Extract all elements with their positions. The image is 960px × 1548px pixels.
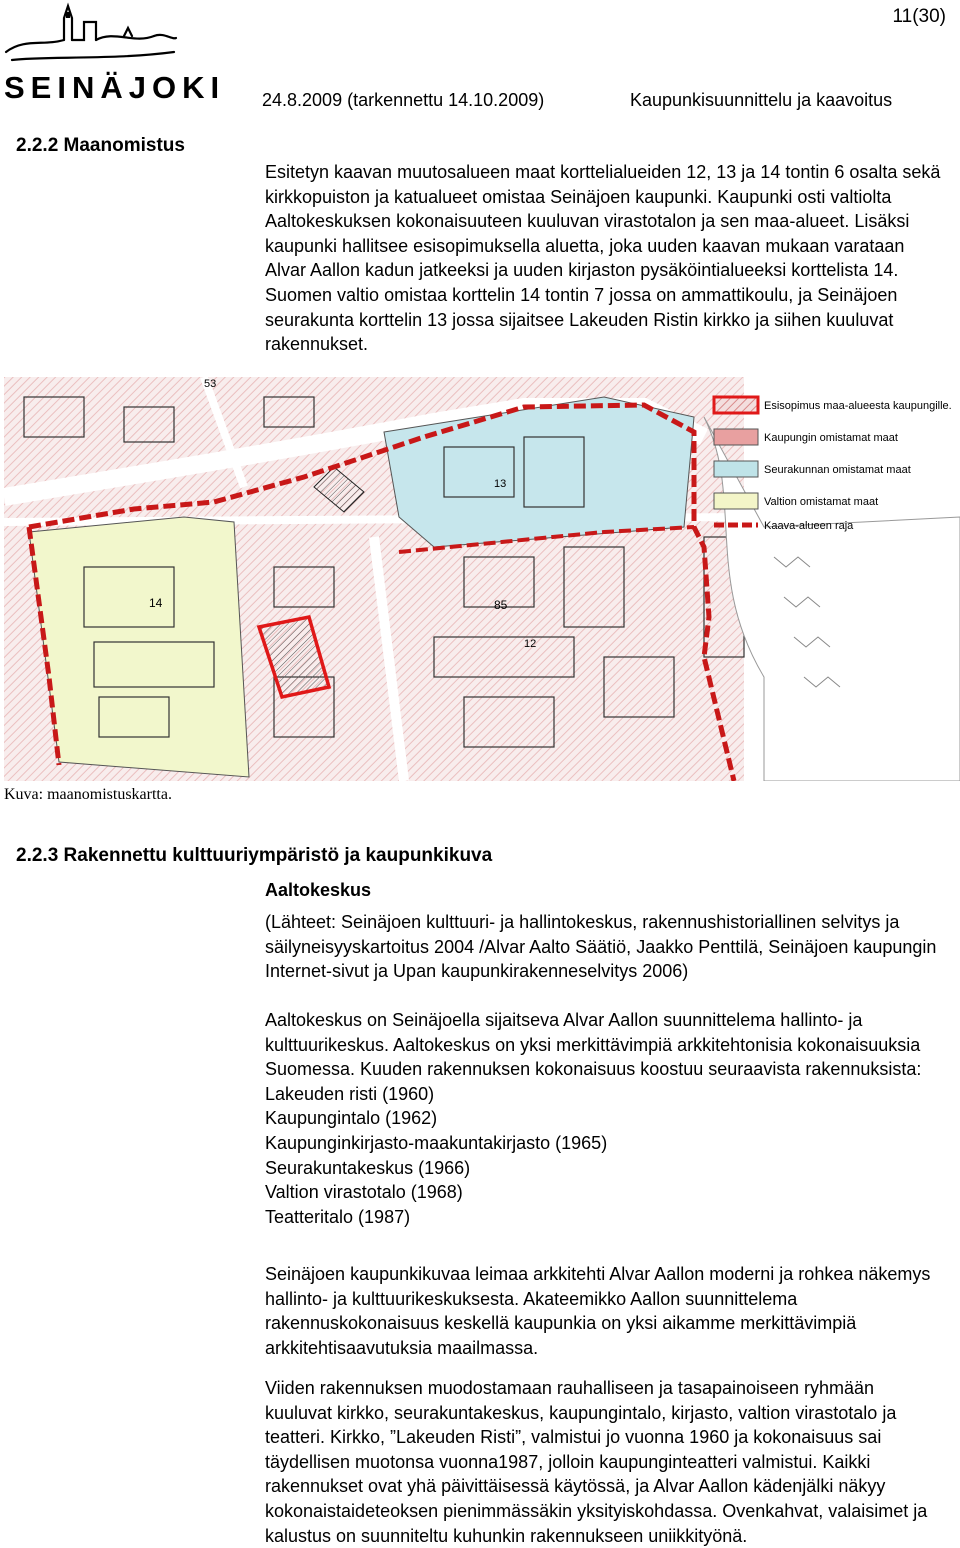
block-label-13: 13 xyxy=(494,478,507,490)
aaltokeskus-intro xyxy=(265,1008,941,1229)
buildings-text: Viiden rakennuksen muodostamaan rauhalliseen ja tasapainoiseen ryhmään kuuluvat kirkko, seurakuntakeskus, kaupungintalo, kirjasto, valtion virastotalo ja teatteri. Kirkko, ”Lakeuden Risti”, valmistui jo vuonna 1960 ja kokonaisuus sai täydellisen muotonsa vuonna1987, jolloin kaupunginteatteri valmistui. Kaikki rakennukset ovat yhä päivittäisessä käytössä, ja Alvar Aallon kädenjälki näkyy kokonaistaideteoksen pienimmässäkin yksityiskohdassa. Ovenkahvat, valaisimet ja kalustus on suunniteltu kuhunkin rakennukseen uniikkityönä. xyxy=(265,1378,928,1546)
section-heading-maanomistus: 2.2.2 Maanomistus xyxy=(16,135,185,156)
building-list xyxy=(265,1082,941,1230)
block-label-12: 12 xyxy=(524,638,537,650)
land-ownership-map xyxy=(4,377,960,781)
legend-label-preagreement: Esisopimus maa-alueesta kaupungille. xyxy=(764,400,952,412)
city-skyline-logo-icon xyxy=(4,0,179,72)
legend-label-parish: Seurakunnan omistamat maat xyxy=(764,464,911,476)
buildings-paragraph xyxy=(265,1376,941,1548)
maanomistus-text: Esitetyn kaavan muutosalueen maat korttelialueiden 12, 13 ja 14 tontin 6 osalta sekä kirkkopuiston ja katualueet omistaa Seinäjoen kaupunki. Kaupunki osti valtiolta Aaltokeskuksen kokonaisuuteen kuuluvan virastotalon ja sen maa-alueet. Lisäksi kaupunki hallitsee esisopimuksella aluetta, joka uuden kaavan mukaan varataan Alvar Aallon kadun jatkeeksi ja uuden kirjaston pysäköintialueeksi korttelista 14. Suomen valtio omistaa korttelin 14 tontin 7 jossa on ammattikoulu, ja Seinäjoen seurakunta korttelin 13 jossa sijaitsee Lakeuden Ristin kirkko ja siihen kuuluvat rakennukset. xyxy=(265,162,941,355)
legend-label-boundary: Kaava-alueen raja xyxy=(764,520,854,532)
sources-paragraph xyxy=(265,910,941,984)
legend-label-city: Kaupungin omistamat maat xyxy=(764,432,898,444)
cityscape-text: Seinäjoen kaupunkikuvaa leimaa arkkitehti Alvar Aallon moderni ja rohkea näkemys hallinto- ja kulttuurikeskuksesta. Akateemikko Aallon suunnittelema rakennuskokonaisuus keskellä kaupunkia on yksi aikamme merkittävimpiä arkkitehtisaavutuksia maailmassa. xyxy=(265,1264,931,1358)
list-item: Kaupunginkirjasto-maakuntakirjasto (1965) xyxy=(265,1132,608,1153)
page-number: 11(30) xyxy=(892,6,946,27)
subheading-aaltokeskus: Aaltokeskus xyxy=(265,880,372,900)
cityscape-paragraph xyxy=(265,1262,941,1360)
section-heading-kulttuuriymparisto: 2.2.3 Rakennettu kulttuuriympäristö ja kaupunkikuva xyxy=(16,845,493,866)
logo-wordmark: SEINÄJOKI xyxy=(4,70,226,105)
list-item: Teatteritalo (1987) xyxy=(265,1206,411,1227)
map-caption: Kuva: maanomistuskartta. xyxy=(4,786,172,803)
document-date: 24.8.2009 (tarkennettu 14.10.2009) xyxy=(262,90,545,110)
block-label-85: 85 xyxy=(494,598,508,612)
list-item: Kaupungintalo (1962) xyxy=(265,1108,438,1129)
list-item: Valtion virastotalo (1968) xyxy=(265,1182,463,1203)
sources-text: (Lähteet: Seinäjoen kulttuuri- ja hallintokeskus, rakennushistoriallinen selvitys ja säilyneisyyskartoitus 2004 /Alvar Aalto Säätiö, Jaakko Penttilä, Seinäjoen kaupungin Internet-sivut ja Upan kaupunkirakenneselvitys 2006) xyxy=(265,912,937,982)
maanomistus-paragraph xyxy=(265,160,941,357)
list-item: Seurakuntakeskus (1966) xyxy=(265,1157,471,1178)
legend-label-state: Valtion omistamat maat xyxy=(764,496,879,508)
block-label-53: 53 xyxy=(204,378,217,390)
intro-text: Aaltokeskus on Seinäjoella sijaitseva Alvar Aallon suunnittelema hallinto- ja kulttuurikeskus. Aaltokeskus on yksi merkittävimpiä arkkitehtonisia kokonaisuuksia Suomessa. Kuuden rakennuksen kokonaisuus koostuu seuraavista rakennuksista: xyxy=(265,1010,922,1080)
block-label-14: 14 xyxy=(149,596,163,610)
list-item: Lakeuden risti (1960) xyxy=(265,1083,435,1104)
department-name: Kaupunkisuunnittelu ja kaavoitus xyxy=(630,90,893,110)
